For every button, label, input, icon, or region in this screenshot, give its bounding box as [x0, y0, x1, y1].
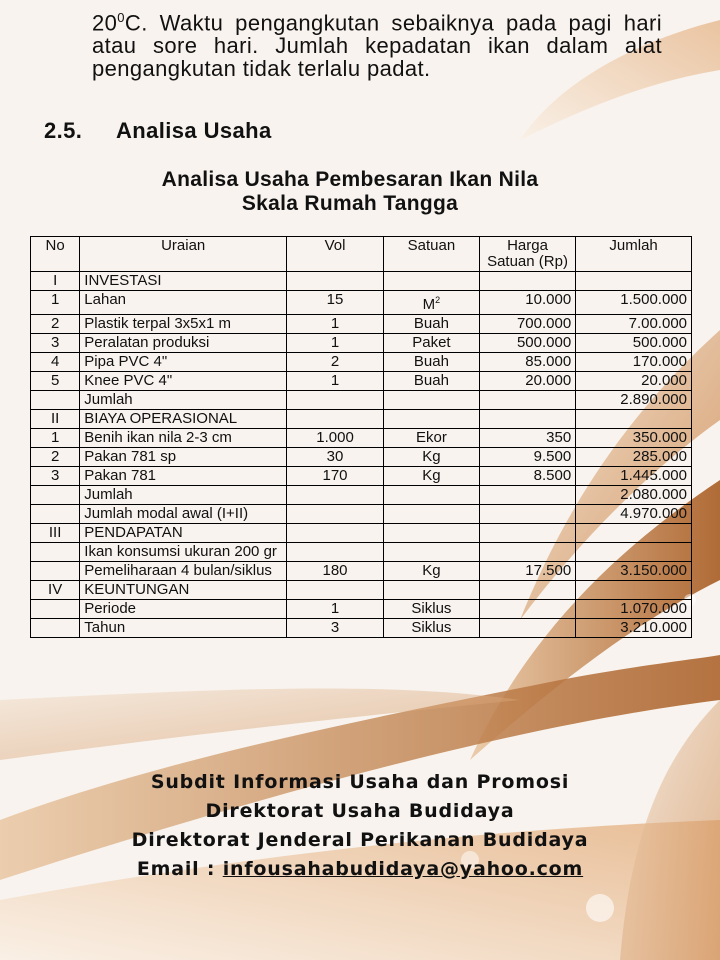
table-header-row — [31, 237, 692, 272]
header-no: No — [31, 237, 80, 272]
intro-text: C. Waktu pengangkutan sebaiknya pada pagi hari atau sore hari. Jumlah kepadatan ikan dalam alat pengangkutan tidak terlalu padat. — [92, 10, 662, 82]
table-row — [31, 315, 692, 334]
cell-jumlah: 1.070.000 — [576, 600, 692, 619]
cell-no: 3 — [31, 467, 80, 486]
table-row — [31, 448, 692, 467]
cell-no: 1 — [31, 429, 80, 448]
cell-uraian: Jumlah modal awal (I+II) — [80, 505, 287, 524]
table-row — [31, 505, 692, 524]
cell-satuan: Kg — [384, 467, 480, 486]
cell-uraian: PENDAPATAN — [80, 524, 287, 543]
cell-satuan — [384, 524, 480, 543]
cell-satuan — [384, 505, 480, 524]
table-row — [31, 429, 692, 448]
table-body — [31, 272, 692, 638]
cell-satuan: Buah — [384, 353, 480, 372]
footer-line2: Direktorat Usaha Budidaya — [205, 800, 515, 822]
cell-uraian: Benih ikan nila 2-3 cm — [80, 429, 287, 448]
cell-no — [31, 543, 80, 562]
cell-satuan — [384, 543, 480, 562]
cell-harga: 10.000 — [479, 291, 575, 315]
table-row — [31, 524, 692, 543]
cell-jumlah: 2.890.000 — [576, 391, 692, 410]
cell-jumlah: 500.000 — [576, 334, 692, 353]
cell-uraian: Jumlah — [80, 391, 287, 410]
footer-email-row — [40, 855, 680, 884]
cell-jumlah: 7.00.000 — [576, 315, 692, 334]
cell-harga: 500.000 — [479, 334, 575, 353]
cell-uraian: Pipa PVC 4" — [80, 353, 287, 372]
cell-jumlah: 2.080.000 — [576, 486, 692, 505]
cell-no: I — [31, 272, 80, 291]
cell-uraian: KEUNTUNGAN — [80, 581, 287, 600]
header-vol: Vol — [287, 237, 384, 272]
cell-uraian: BIAYA OPERASIONAL — [80, 410, 287, 429]
cell-satuan — [384, 291, 480, 315]
cell-jumlah: 1.445.000 — [576, 467, 692, 486]
section-heading — [44, 118, 272, 144]
intro-paragraph — [92, 6, 662, 80]
cell-satuan: Paket — [384, 334, 480, 353]
table-title — [60, 168, 640, 216]
cell-harga: 9.500 — [479, 448, 575, 467]
cell-jumlah: 20.000 — [576, 372, 692, 391]
table-row — [31, 291, 692, 315]
cell-satuan — [384, 272, 480, 291]
table-row — [31, 562, 692, 581]
cell-no: 1 — [31, 291, 80, 315]
table-row — [31, 543, 692, 562]
cell-harga: 85.000 — [479, 353, 575, 372]
cell-uraian: Knee PVC 4" — [80, 372, 287, 391]
cell-vol: 1 — [287, 334, 384, 353]
degree-superscript: 0 — [117, 10, 125, 25]
intro-temperature: 20 — [92, 10, 118, 36]
table-row — [31, 600, 692, 619]
cell-no: 4 — [31, 353, 80, 372]
cell-uraian: INVESTASI — [80, 272, 287, 291]
table-title-line1: Analisa Usaha Pembesaran Ikan Nila — [161, 168, 539, 191]
cell-no — [31, 391, 80, 410]
cell-harga — [479, 272, 575, 291]
cell-vol — [287, 524, 384, 543]
cell-vol: 1 — [287, 600, 384, 619]
cell-satuan — [384, 581, 480, 600]
table-row — [31, 353, 692, 372]
cell-jumlah — [576, 581, 692, 600]
cell-harga: 8.500 — [479, 467, 575, 486]
cell-harga — [479, 486, 575, 505]
cell-vol: 1 — [287, 372, 384, 391]
cell-no — [31, 600, 80, 619]
table-row — [31, 619, 692, 638]
cell-harga — [479, 410, 575, 429]
cell-no — [31, 562, 80, 581]
cell-no: 5 — [31, 372, 80, 391]
cell-satuan: Buah — [384, 315, 480, 334]
table-row — [31, 372, 692, 391]
table-row — [31, 467, 692, 486]
cell-uraian: Plastik terpal 3x5x1 m — [80, 315, 287, 334]
cell-no: III — [31, 524, 80, 543]
cell-vol: 30 — [287, 448, 384, 467]
section-title: Analisa Usaha — [116, 118, 272, 143]
cell-uraian: Pakan 781 sp — [80, 448, 287, 467]
cell-uraian: Ikan konsumsi ukuran 200 gr — [80, 543, 287, 562]
cell-harga: 20.000 — [479, 372, 575, 391]
footer-line3: Direktorat Jenderal Perikanan Budidaya — [131, 829, 589, 851]
cell-jumlah — [576, 524, 692, 543]
cell-satuan: Kg — [384, 562, 480, 581]
cell-uraian: Peralatan produksi — [80, 334, 287, 353]
satuan-text: M — [422, 296, 436, 313]
cell-harga — [479, 543, 575, 562]
header-uraian: Uraian — [80, 237, 287, 272]
cell-vol — [287, 486, 384, 505]
cell-vol: 180 — [287, 562, 384, 581]
cell-harga — [479, 505, 575, 524]
cell-jumlah: 3.210.000 — [576, 619, 692, 638]
cell-vol: 1.000 — [287, 429, 384, 448]
header-harga-satuan: Harga Satuan (Rp) — [479, 237, 575, 272]
cell-jumlah: 170.000 — [576, 353, 692, 372]
email-link[interactable]: infousahabudidaya@yahoo.com — [222, 858, 584, 880]
table-row — [31, 486, 692, 505]
cell-harga: 700.000 — [479, 315, 575, 334]
cell-harga — [479, 600, 575, 619]
cell-vol: 170 — [287, 467, 384, 486]
cell-jumlah: 350.000 — [576, 429, 692, 448]
cell-harga: 350 — [479, 429, 575, 448]
footer-credits — [40, 768, 680, 884]
squared-superscript: 2 — [435, 295, 441, 305]
cell-no — [31, 619, 80, 638]
cell-no: 3 — [31, 334, 80, 353]
cell-jumlah: 3.150.000 — [576, 562, 692, 581]
cell-harga: 17.500 — [479, 562, 575, 581]
section-number: 2.5. — [44, 118, 83, 143]
cell-satuan — [384, 410, 480, 429]
cell-vol — [287, 410, 384, 429]
cell-jumlah — [576, 543, 692, 562]
cell-satuan — [384, 486, 480, 505]
cell-uraian: Pakan 781 — [80, 467, 287, 486]
cell-jumlah: 285.000 — [576, 448, 692, 467]
cell-no: IV — [31, 581, 80, 600]
cell-no — [31, 486, 80, 505]
cell-vol — [287, 543, 384, 562]
cell-harga — [479, 391, 575, 410]
cell-satuan: Siklus — [384, 600, 480, 619]
cell-jumlah: 1.500.000 — [576, 291, 692, 315]
cell-uraian: Tahun — [80, 619, 287, 638]
table-row — [31, 272, 692, 291]
cell-vol — [287, 272, 384, 291]
cell-satuan: Siklus — [384, 619, 480, 638]
cell-no: 2 — [31, 315, 80, 334]
table-row — [31, 334, 692, 353]
header-satuan: Satuan — [384, 237, 480, 272]
cell-vol: 1 — [287, 315, 384, 334]
header-jumlah: Jumlah — [576, 237, 692, 272]
cell-vol: 3 — [287, 619, 384, 638]
cell-vol — [287, 581, 384, 600]
cell-satuan: Buah — [384, 372, 480, 391]
cell-uraian: Periode — [80, 600, 287, 619]
cell-vol: 2 — [287, 353, 384, 372]
cell-vol — [287, 391, 384, 410]
cell-harga — [479, 619, 575, 638]
cell-satuan: Ekor — [384, 429, 480, 448]
cell-uraian: Pemeliharaan 4 bulan/siklus — [80, 562, 287, 581]
cell-no: 2 — [31, 448, 80, 467]
table-row — [31, 581, 692, 600]
cell-uraian: Jumlah — [80, 486, 287, 505]
cell-harga — [479, 524, 575, 543]
cell-uraian: Lahan — [80, 291, 287, 315]
analysis-table — [30, 236, 692, 638]
table-row — [31, 391, 692, 410]
cell-no — [31, 505, 80, 524]
cell-satuan: Kg — [384, 448, 480, 467]
table-row — [31, 410, 692, 429]
cell-no: II — [31, 410, 80, 429]
cell-harga — [479, 581, 575, 600]
footer-line1: Subdit Informasi Usaha dan Promosi — [150, 771, 570, 793]
cell-vol: 15 — [287, 291, 384, 315]
table-title-line2: Skala Rumah Tangga — [241, 192, 459, 215]
cell-vol — [287, 505, 384, 524]
cell-jumlah — [576, 410, 692, 429]
cell-jumlah — [576, 272, 692, 291]
email-label: Email : — [136, 858, 223, 880]
cell-satuan — [384, 391, 480, 410]
cell-jumlah: 4.970.000 — [576, 505, 692, 524]
